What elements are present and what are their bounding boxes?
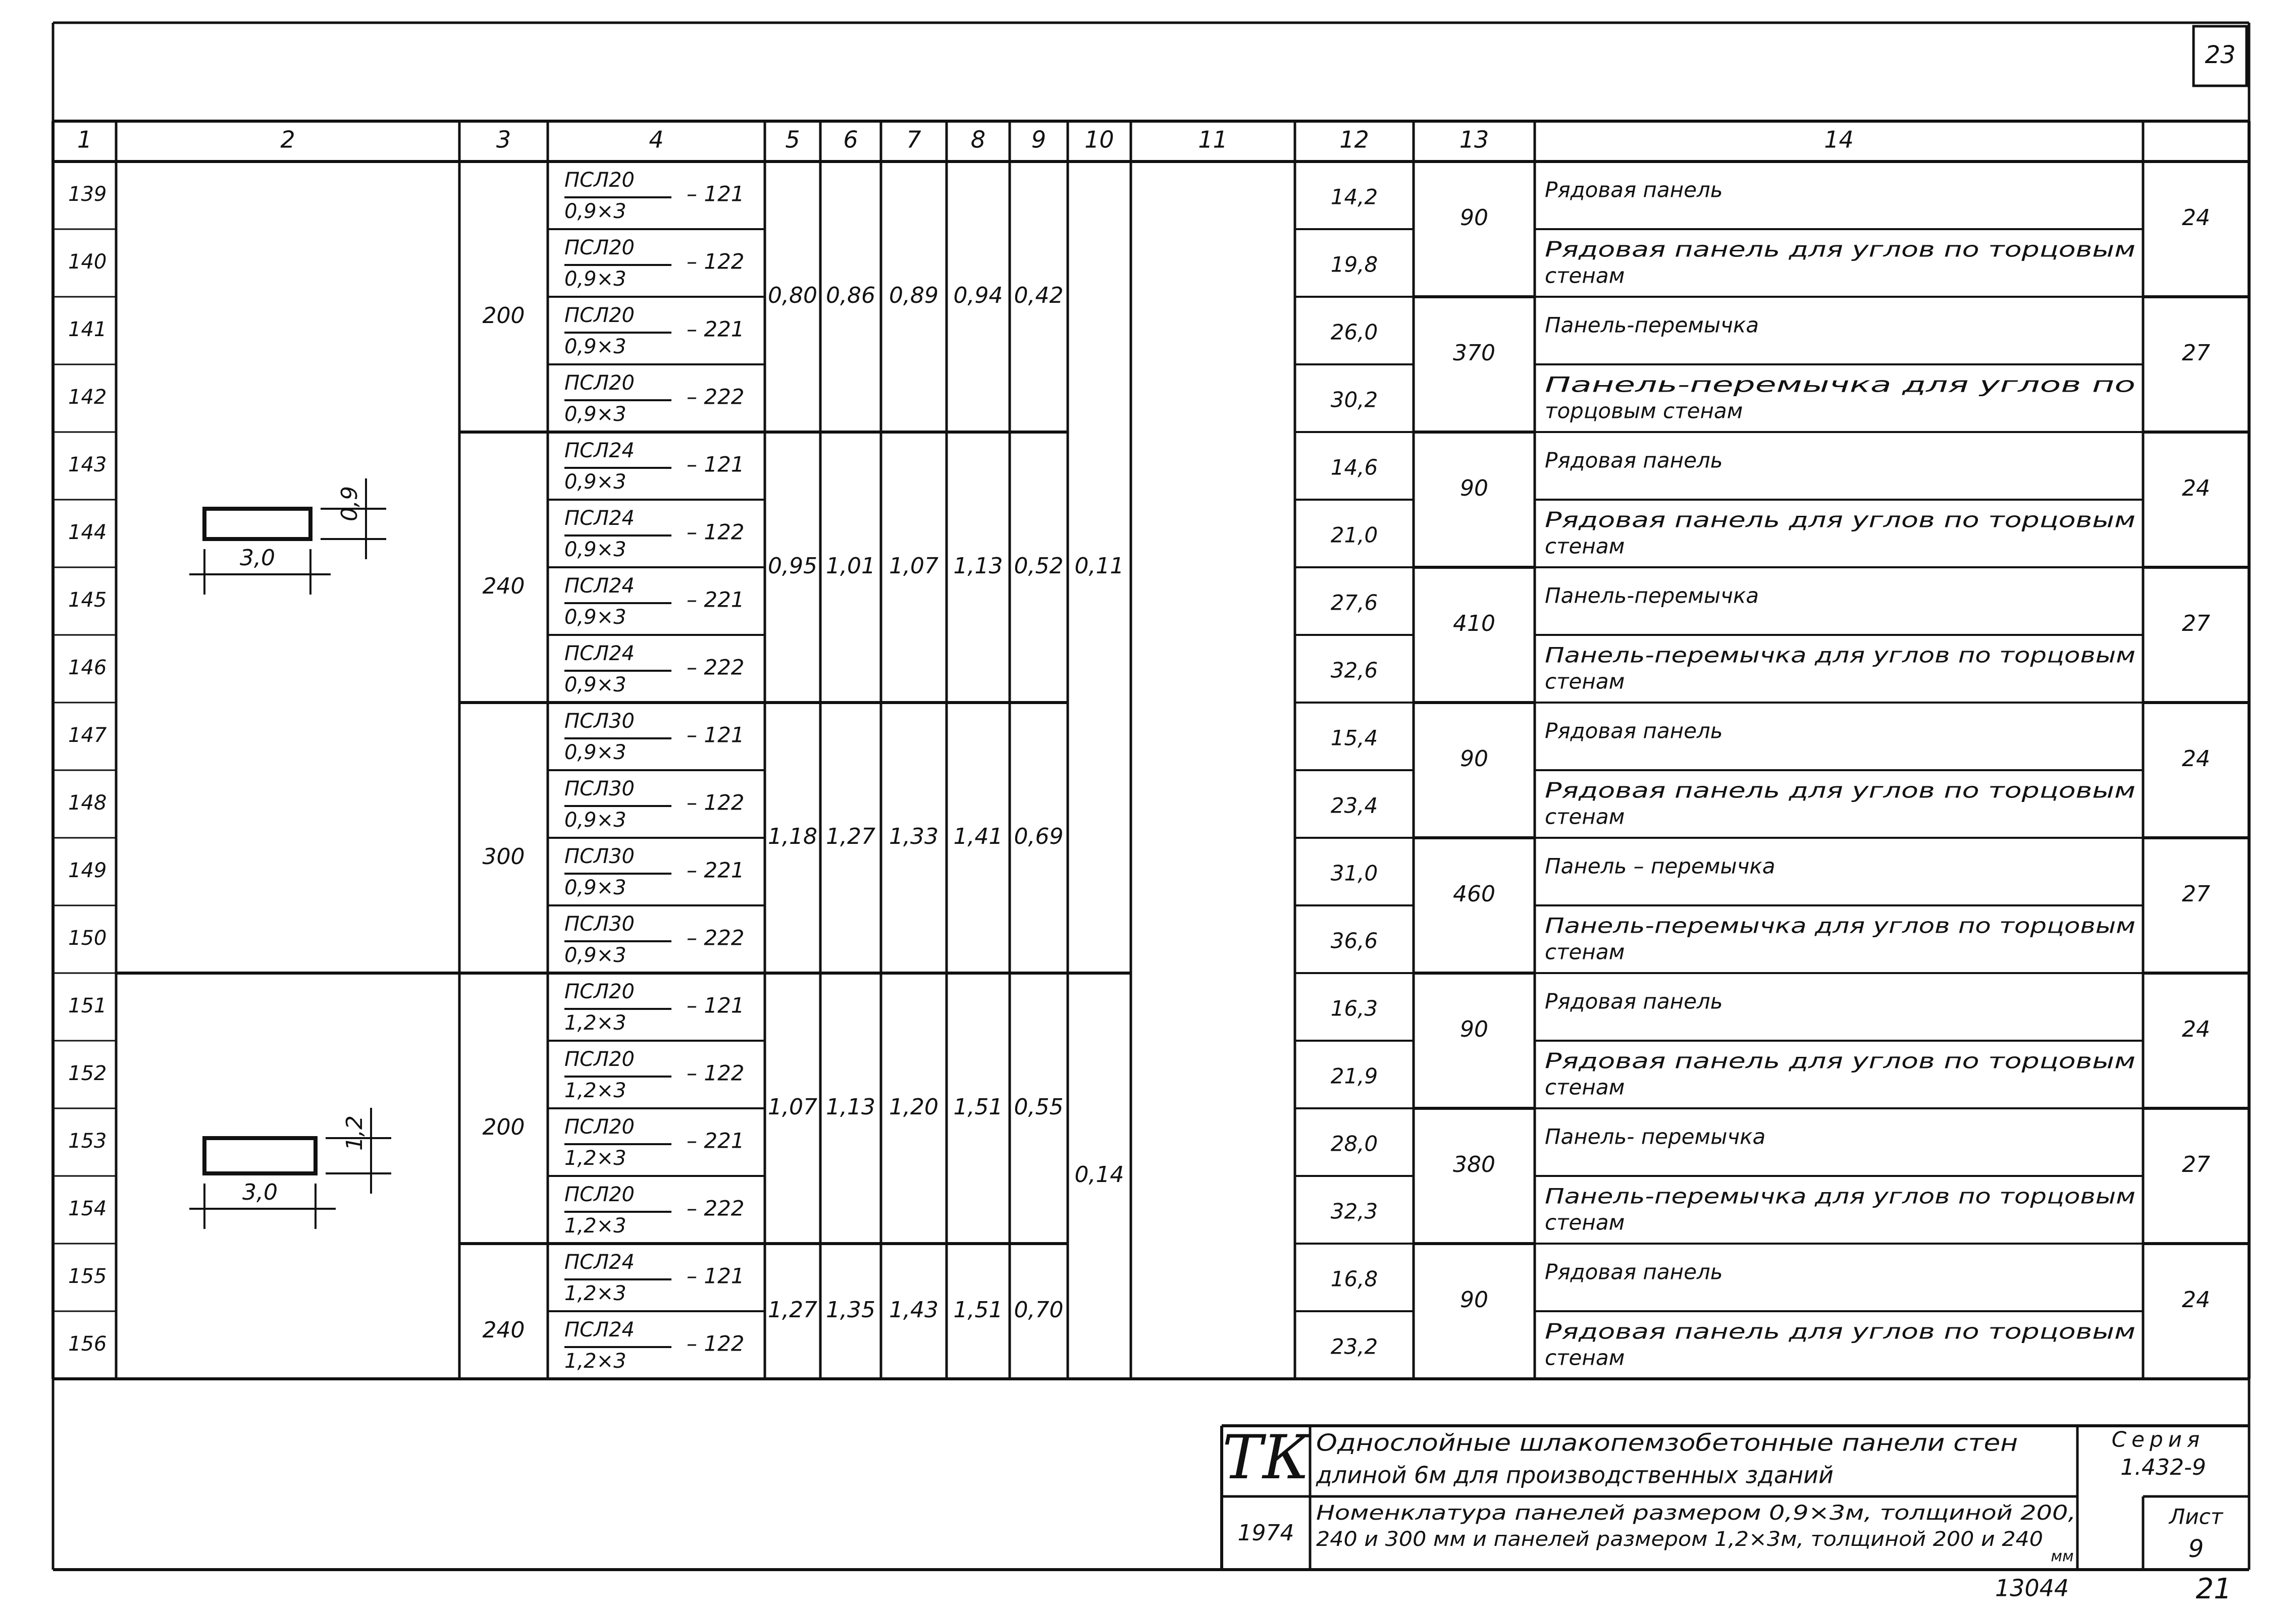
- panel-mark-top: ПСЛ24: [564, 1251, 635, 1274]
- panel-mark-bottom: 0,9×3: [564, 470, 627, 494]
- weight-value: 21,9: [1330, 1063, 1378, 1089]
- description-line-2: стенам: [1545, 1210, 1625, 1235]
- panel-mark-bottom: 0,9×3: [564, 335, 627, 358]
- description: Рядовая панель: [1545, 989, 1723, 1014]
- description: Панель-перемычка: [1545, 583, 1759, 608]
- panel-mark-top: ПСЛ24: [564, 1318, 635, 1341]
- weight-value: 16,8: [1330, 1266, 1378, 1292]
- row-number: 146: [68, 656, 107, 679]
- description-line-1: Панель-перемычка для углов по торцовым: [1545, 1184, 2135, 1209]
- sheet-value: 9: [2188, 1535, 2204, 1563]
- panel-mark-suffix: – 221: [687, 1128, 745, 1153]
- row-number: 155: [68, 1265, 107, 1288]
- value-col-9: 0,55: [1014, 1094, 1064, 1120]
- panel-mark-top: ПСЛ20: [564, 236, 635, 259]
- column-header-10: 10: [1084, 126, 1114, 153]
- sheet-subtitle-line-2: 240 и 300 мм и панелей размером 1,2×3м, толщиной 200 и 240: [1316, 1528, 2043, 1551]
- value-col-5: 1,27: [768, 1297, 817, 1323]
- column-header-4: 4: [649, 126, 664, 153]
- panel-mark-suffix: – 221: [687, 857, 745, 883]
- row-number: 144: [68, 521, 107, 544]
- value-col-5: 1,18: [768, 824, 817, 849]
- panel-mark-bottom: 1,2×3: [564, 1350, 627, 1373]
- description: Рядовая панель: [1545, 718, 1723, 743]
- value-col-6: 1,27: [826, 824, 875, 849]
- row-number: 145: [68, 588, 107, 612]
- height-dimension-label: 1,2: [342, 1115, 368, 1151]
- value-col-9: 0,42: [1014, 283, 1064, 308]
- weight-value: 36,6: [1330, 928, 1378, 953]
- description-line-2: стенам: [1545, 939, 1625, 964]
- value-col-9: 0,52: [1014, 553, 1064, 579]
- panel-mark-bottom: 1,2×3: [564, 1214, 627, 1238]
- panel-mark-suffix: – 121: [687, 452, 745, 477]
- panel-mark-suffix: – 121: [687, 181, 745, 206]
- weight-value: 19,8: [1330, 252, 1378, 277]
- weight-value: 28,0: [1330, 1131, 1378, 1156]
- weight-value: 32,6: [1330, 658, 1378, 683]
- width-dimension-label: 3,0: [242, 1179, 278, 1205]
- value-col-6: 1,01: [826, 553, 875, 579]
- column-header-2: 2: [280, 126, 295, 153]
- description: Панель – перемычка: [1545, 853, 1776, 879]
- thickness-value: 200: [482, 303, 525, 329]
- panel-mark-bottom: 0,9×3: [564, 267, 627, 291]
- column-header-13: 13: [1459, 126, 1489, 153]
- panel-mark-top: ПСЛ30: [564, 913, 635, 936]
- description-line-2: стенам: [1545, 804, 1625, 829]
- description-line-1: Рядовая панель для углов по торцовым: [1545, 1048, 2135, 1074]
- panel-mark-top: ПСЛ24: [564, 507, 635, 530]
- weight-value: 21,0: [1330, 522, 1378, 548]
- value-col-8: 0,94: [953, 283, 1003, 308]
- panel-mark-suffix: – 121: [687, 1263, 745, 1289]
- description: Панель-перемычка: [1545, 312, 1759, 338]
- value-col-10: 0,11: [1074, 553, 1124, 579]
- row-number: 156: [68, 1332, 107, 1356]
- page-number: 23: [2205, 41, 2236, 69]
- column-header-8: 8: [970, 126, 986, 153]
- description-line-1: Рядовая панель для углов по торцовым: [1545, 1319, 2135, 1344]
- thickness-value: 240: [482, 573, 525, 599]
- value-col-7: 1,07: [889, 553, 938, 579]
- description-line-1: Рядовая панель для углов по торцовым: [1545, 237, 2135, 262]
- value-col-9: 0,70: [1014, 1297, 1064, 1323]
- panel-mark-bottom: 0,9×3: [564, 538, 627, 561]
- thickness-value: 240: [482, 1317, 525, 1343]
- description-line-2: стенам: [1545, 263, 1625, 288]
- description: Рядовая панель: [1545, 177, 1723, 202]
- value-col-14: 27: [2182, 1152, 2210, 1177]
- description: Панель- перемычка: [1545, 1124, 1766, 1149]
- value-col-12: 90: [1460, 475, 1488, 501]
- panel-mark-suffix: – 122: [687, 249, 745, 274]
- description-line-2: стенам: [1545, 533, 1625, 559]
- value-col-14: 27: [2182, 881, 2210, 907]
- panel-mark-suffix: – 122: [687, 1060, 745, 1086]
- panel-section-sketch: [204, 509, 310, 539]
- weight-value: 26,0: [1330, 319, 1378, 345]
- column-header-3: 3: [496, 126, 511, 153]
- panel-mark-suffix: – 222: [687, 925, 745, 950]
- panel-mark-top: ПСЛ20: [564, 980, 635, 1003]
- tk-logo: ТК: [1222, 1423, 1310, 1493]
- height-dimension-label: 0,9: [337, 486, 362, 521]
- panel-mark-top: ПСЛ20: [564, 1183, 635, 1206]
- row-number: 153: [68, 1130, 107, 1153]
- column-header-5: 5: [785, 126, 800, 153]
- panel-mark-top: ПСЛ20: [564, 169, 635, 192]
- row-number: 139: [68, 183, 107, 206]
- description-line-2: торцовым стенам: [1545, 398, 1743, 423]
- panel-mark-top: ПСЛ24: [564, 574, 635, 598]
- panel-section-sketch: [204, 1138, 316, 1173]
- value-col-6: 1,13: [826, 1094, 875, 1120]
- column-header-6: 6: [843, 126, 858, 153]
- value-col-7: 1,20: [889, 1094, 938, 1120]
- description-line-2: стенам: [1545, 1345, 1625, 1370]
- panel-mark-top: ПСЛ20: [564, 1048, 635, 1071]
- panel-mark-top: ПСЛ20: [564, 371, 635, 395]
- row-number: 149: [68, 859, 107, 882]
- panel-mark-top: ПСЛ20: [564, 304, 635, 327]
- weight-value: 14,6: [1330, 455, 1378, 480]
- row-number: 150: [68, 927, 107, 950]
- value-col-14: 24: [2182, 1287, 2210, 1313]
- panel-mark-suffix: – 121: [687, 993, 745, 1018]
- thickness-value: 200: [482, 1114, 525, 1140]
- column-header-14: 14: [1824, 126, 1854, 153]
- panel-mark-bottom: 1,2×3: [564, 1011, 627, 1035]
- panel-mark-suffix: – 222: [687, 655, 745, 680]
- value-col-12: 460: [1453, 881, 1495, 907]
- panel-mark-suffix: – 122: [687, 1331, 745, 1356]
- value-col-7: 1,43: [889, 1297, 938, 1323]
- row-number: 151: [68, 994, 107, 1017]
- panel-mark-bottom: 0,9×3: [564, 741, 627, 764]
- panel-mark-top: ПСЛ24: [564, 642, 635, 665]
- weight-value: 32,3: [1330, 1199, 1378, 1224]
- thickness-value: 300: [482, 844, 525, 870]
- column-header-1: 1: [77, 126, 92, 153]
- value-col-7: 1,33: [889, 824, 938, 849]
- panel-mark-top: ПСЛ30: [564, 845, 635, 868]
- weight-value: 14,2: [1330, 184, 1378, 209]
- value-col-5: 1,07: [768, 1094, 817, 1120]
- panel-mark-suffix: – 122: [687, 790, 745, 815]
- description-line-1: Панель-перемычка для углов по торцовым: [1545, 642, 2135, 668]
- description-line-2: стенам: [1545, 1075, 1625, 1100]
- value-col-8: 1,51: [953, 1094, 1003, 1120]
- row-number: 152: [68, 1062, 107, 1085]
- column-header-12: 12: [1339, 126, 1369, 153]
- sheet-label: Лист: [2169, 1504, 2223, 1529]
- description: Рядовая панель: [1545, 1259, 1723, 1284]
- value-col-8: 1,41: [953, 824, 1003, 849]
- row-number: 147: [68, 724, 107, 747]
- value-col-6: 0,86: [826, 283, 875, 308]
- panel-mark-bottom: 1,2×3: [564, 1282, 627, 1305]
- column-header-11: 11: [1198, 126, 1228, 153]
- panel-mark-top: ПСЛ30: [564, 710, 635, 733]
- description-line-1: Рядовая панель для углов по торцовым: [1545, 778, 2135, 803]
- description-line-1: Рядовая панель для углов по торцовым: [1545, 507, 2135, 532]
- series-label: Серия: [2111, 1427, 2205, 1452]
- value-col-14: 24: [2182, 475, 2210, 501]
- value-col-12: 90: [1460, 1287, 1488, 1313]
- panel-mark-bottom: 0,9×3: [564, 606, 627, 629]
- table-text: [68, 41, 2236, 1605]
- value-col-12: 90: [1460, 205, 1488, 231]
- archive-number: 13044: [1995, 1574, 2069, 1602]
- panel-mark-top: ПСЛ30: [564, 777, 635, 800]
- panel-mark-suffix: – 222: [687, 1196, 745, 1221]
- description: Рядовая панель: [1545, 448, 1723, 473]
- sheet-title-line-2: длиной 6м для производственных зданий: [1316, 1461, 1834, 1489]
- value-col-12: 90: [1460, 1016, 1488, 1042]
- value-col-12: 380: [1453, 1152, 1495, 1177]
- weight-value: 23,4: [1330, 793, 1378, 818]
- panel-mark-bottom: 0,9×3: [564, 403, 627, 426]
- value-col-7: 0,89: [889, 283, 938, 308]
- row-number: 148: [68, 791, 107, 815]
- value-col-10: 0,14: [1074, 1162, 1124, 1188]
- width-dimension-label: 3,0: [240, 545, 275, 571]
- value-col-14: 24: [2182, 746, 2210, 772]
- weight-value: 23,2: [1330, 1334, 1378, 1359]
- panel-mark-bottom: 0,9×3: [564, 944, 627, 967]
- value-col-12: 370: [1453, 340, 1495, 366]
- weight-value: 16,3: [1330, 996, 1378, 1021]
- year: 1974: [1237, 1520, 1294, 1546]
- row-number: 154: [68, 1197, 107, 1220]
- description-line-1: Панель-перемычка для углов по: [1545, 372, 2135, 397]
- weight-value: 31,0: [1330, 861, 1378, 886]
- panel-mark-top: ПСЛ20: [564, 1115, 635, 1139]
- column-header-7: 7: [906, 126, 921, 153]
- value-col-5: 0,80: [768, 283, 817, 308]
- value-col-8: 1,13: [953, 553, 1003, 579]
- series-value: 1.432-9: [2120, 1455, 2206, 1480]
- value-col-9: 0,69: [1014, 824, 1064, 849]
- panel-mark-top: ПСЛ24: [564, 439, 635, 462]
- description-line-2: стенам: [1545, 669, 1625, 694]
- sheet-title-line-1: Однослойные шлакопемзобетонные панели стен: [1316, 1429, 2018, 1457]
- weight-value: 15,4: [1330, 725, 1378, 750]
- value-col-12: 90: [1460, 746, 1488, 772]
- panel-mark-bottom: 1,2×3: [564, 1079, 627, 1102]
- panel-mark-bottom: 1,2×3: [564, 1147, 627, 1170]
- panel-mark-suffix: – 221: [687, 587, 745, 612]
- panel-mark-bottom: 0,9×3: [564, 673, 627, 696]
- value-col-5: 0,95: [768, 553, 817, 579]
- column-header-9: 9: [1031, 126, 1047, 153]
- value-col-14: 27: [2182, 340, 2210, 366]
- sheet-number: 21: [2196, 1573, 2232, 1606]
- subtitle-unit: мм: [2051, 1547, 2074, 1566]
- value-col-14: 24: [2182, 205, 2210, 231]
- value-col-8: 1,51: [953, 1297, 1003, 1323]
- row-number: 143: [68, 453, 107, 476]
- description-line-1: Панель-перемычка для углов по торцовым: [1545, 913, 2135, 938]
- panel-mark-bottom: 0,9×3: [564, 876, 627, 899]
- row-number: 141: [68, 318, 107, 341]
- weight-value: 30,2: [1330, 387, 1378, 412]
- panel-mark-suffix: – 221: [687, 316, 745, 342]
- panel-mark-suffix: – 121: [687, 722, 745, 747]
- panel-mark-suffix: – 222: [687, 384, 745, 409]
- panel-mark-bottom: 0,9×3: [564, 200, 627, 223]
- value-col-14: 27: [2182, 611, 2210, 636]
- row-number: 142: [68, 386, 107, 409]
- weight-value: 27,6: [1330, 590, 1378, 615]
- panel-mark-suffix: – 122: [687, 519, 745, 545]
- value-col-6: 1,35: [826, 1297, 875, 1323]
- panel-mark-bottom: 0,9×3: [564, 809, 627, 832]
- value-col-12: 410: [1453, 611, 1495, 636]
- value-col-14: 24: [2182, 1016, 2210, 1042]
- row-number: 140: [68, 250, 107, 274]
- sheet-subtitle-line-1: Номенклатура панелей размером 0,9×3м, толщиной 200,: [1316, 1501, 2076, 1525]
